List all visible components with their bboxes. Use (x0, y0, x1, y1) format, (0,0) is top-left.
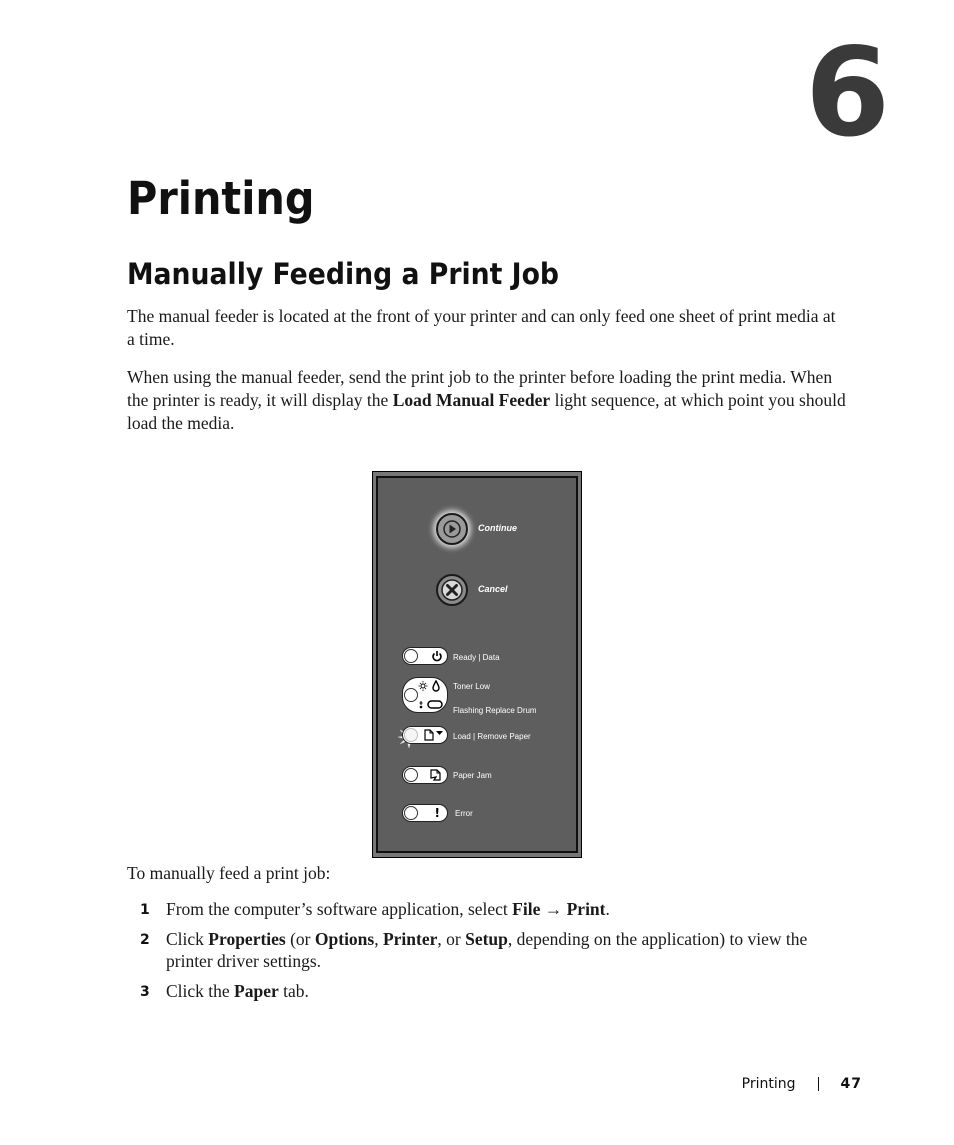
light-indicator (404, 688, 418, 702)
step-number: 3 (140, 984, 150, 1000)
toner-low-label: Toner Low (453, 682, 490, 691)
list-item (127, 980, 847, 1002)
error-light (402, 804, 448, 822)
list-item (127, 898, 847, 920)
printer-term: Printer (382, 929, 438, 949)
load-manual-feeder-term: Load Manual Feeder (392, 390, 551, 410)
cancel-button (436, 574, 468, 606)
step-text: . (605, 899, 610, 919)
light-indicator (404, 806, 418, 820)
light-indicator (404, 768, 418, 782)
x-icon (441, 579, 463, 601)
continue-label: Continue (478, 523, 517, 533)
light-indicator (404, 649, 418, 663)
properties-term: Properties (208, 929, 286, 949)
page-number: 47 (840, 1076, 862, 1092)
chapter-number: 6 (805, 22, 888, 164)
replace-drum-label: Flashing Replace Drum (453, 706, 537, 715)
arrow-text: → (540, 899, 567, 919)
drum-icon (418, 698, 444, 710)
paper-jam-label: Paper Jam (453, 771, 492, 780)
footer-section: Printing (741, 1076, 796, 1092)
paragraph-text: light sequence, at which point you should load the media. (127, 390, 846, 433)
step-text: Click the (166, 981, 235, 1001)
ready-data-label: Ready | Data (453, 653, 500, 662)
print-menu-term: Print (566, 899, 606, 919)
toner-drop-icon (418, 680, 444, 692)
operator-panel-figure (372, 471, 582, 858)
paper-load-icon (424, 729, 444, 741)
paper-tab-term: Paper (234, 981, 279, 1001)
footer-divider (818, 1077, 819, 1091)
load-paper-light (402, 726, 448, 744)
step-text: (or (285, 929, 315, 949)
power-icon (431, 650, 443, 662)
file-menu-term: File (512, 899, 541, 919)
ready-light (402, 647, 448, 665)
load-remove-paper-label: Load | Remove Paper (453, 732, 531, 741)
step-number: 1 (140, 902, 150, 918)
step-text: From the computer’s software application, select (166, 899, 513, 919)
list-item (127, 928, 847, 972)
step-text: tab. (278, 981, 309, 1001)
error-label: Error (455, 809, 473, 818)
section-title: Manually Feeding a Print Job (127, 257, 560, 291)
page-footer (742, 1076, 862, 1092)
continue-button (436, 513, 468, 545)
step-number: 2 (140, 932, 150, 948)
step-text: , (374, 929, 383, 949)
paper-jam-icon (430, 769, 442, 781)
exclamation-icon: ! (434, 806, 440, 820)
paragraph-text: When using the manual feeder, send the print job to the printer before loading the print media. When the printer is ready, it will display the (127, 367, 833, 410)
paper-jam-light (402, 766, 448, 784)
cancel-label: Cancel (478, 584, 508, 594)
step-text: , or (437, 929, 466, 949)
setup-term: Setup (465, 929, 508, 949)
intro-paragraph: The manual feeder is located at the front of your printer and can only feed one sheet of print media at a time. (127, 306, 836, 349)
steps-intro: To manually feed a print job: (127, 863, 331, 883)
play-icon (442, 519, 462, 539)
toner-drum-light (402, 677, 448, 713)
steps-list (127, 898, 847, 1010)
options-term: Options (314, 929, 375, 949)
page-title: Printing (127, 172, 315, 225)
step-text: Click (166, 929, 209, 949)
instruction-paragraph (127, 366, 847, 435)
light-indicator (404, 728, 418, 742)
operator-panel (376, 476, 578, 853)
step-text: , depending on the application) to view the printer driver settings. (166, 929, 808, 971)
